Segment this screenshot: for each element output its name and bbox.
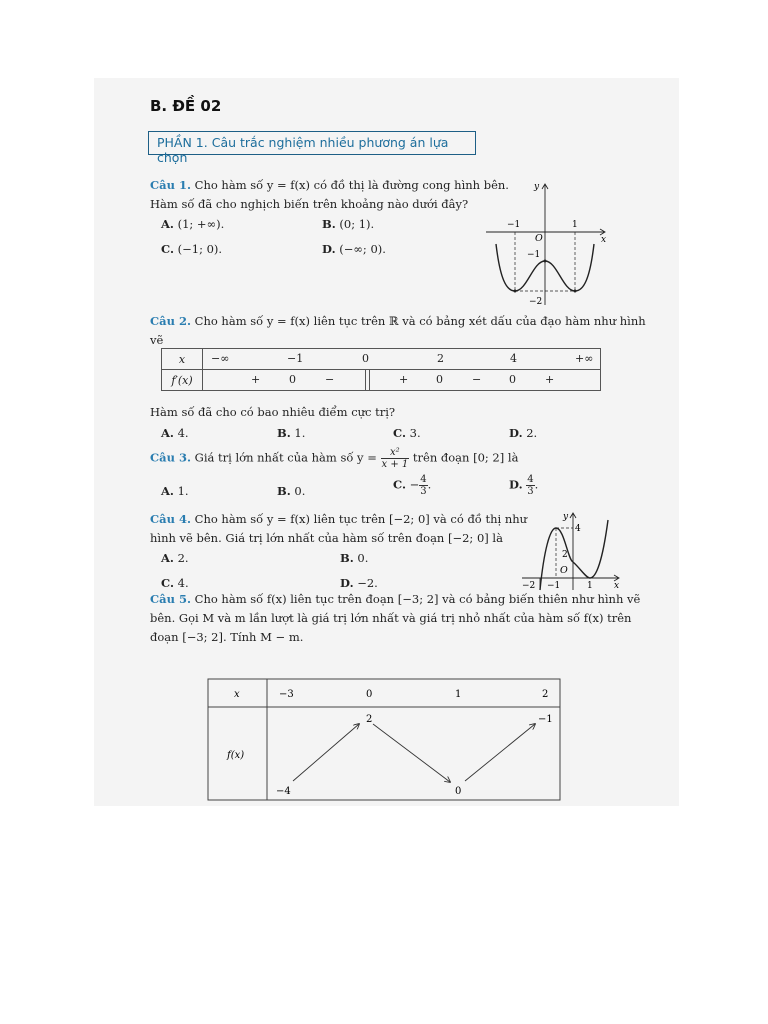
vt-x-head: x xyxy=(234,689,240,700)
q5-line1 xyxy=(150,592,640,606)
q1-label: Câu 1. xyxy=(150,178,191,192)
q4-curve xyxy=(540,520,608,590)
q4-x1-label: 1 xyxy=(587,581,593,591)
q1-line1 xyxy=(150,178,509,192)
q1-ym2-label: −2 xyxy=(529,297,543,307)
q4-option-b: B. 0. xyxy=(340,551,369,565)
vt-arrow-down xyxy=(373,724,450,782)
q1-option-c: C. (−1; 0). xyxy=(161,242,223,256)
q1-text-2: Hàm số đã cho nghịch biến trên khoảng nào dưới đây? xyxy=(150,197,469,211)
q3-text-after: trên đoạn [0; 2] là xyxy=(412,450,519,465)
vt-f-4: −1 xyxy=(538,714,553,725)
sign-table xyxy=(161,348,601,391)
vt-x-3: 1 xyxy=(455,689,462,700)
sign-table-x-head: x xyxy=(162,349,203,370)
q5-text-3: đoạn [−3; 2]. Tính M − m. xyxy=(150,630,304,644)
q4-y-label: y xyxy=(563,512,569,522)
sign-table-f-head: f′(x) xyxy=(162,370,203,391)
q4-x-label: x xyxy=(614,581,620,591)
q4-y4-label: 4 xyxy=(575,524,581,534)
q2-text-1: Cho hàm số y = f(x) liên tục trên ℝ và có bảng xét dấu của đạo hàm như hình xyxy=(194,314,646,328)
q3-text-before: Giá trị lớn nhất của hàm số y = xyxy=(194,450,377,465)
q4-text-2: hình vẽ bên. Giá trị lớn nhất của hàm số trên đoạn [−2; 0] là xyxy=(150,531,503,545)
vt-x-2: 0 xyxy=(366,689,373,700)
q1-ym1-label: −1 xyxy=(527,250,541,260)
q4-option-d: D. −2. xyxy=(340,576,378,590)
q4-xm2-label: −2 xyxy=(522,581,536,591)
vt-f-head: f(x) xyxy=(227,750,245,761)
q5-label: Câu 5. xyxy=(150,592,191,606)
q2-option-a: A. 4. xyxy=(161,426,189,440)
q3-option-a: A. 1. xyxy=(161,484,189,498)
vt-f-1: −4 xyxy=(276,786,291,797)
vt-f-3: 0 xyxy=(455,786,462,797)
part-title-box xyxy=(148,131,476,165)
q1-option-a: A. (1; +∞). xyxy=(161,217,225,231)
part-title: PHẦN 1. Câu trắc nghiệm nhiều phương án lựa chọn xyxy=(157,135,449,165)
q1-text-1: Cho hàm số y = f(x) có đồ thị là đường cong hình bên. xyxy=(194,178,509,192)
q3-line xyxy=(150,447,518,470)
q1-option-b: B. (0; 1). xyxy=(322,217,375,231)
q4-option-c: C. 4. xyxy=(161,576,189,590)
q1-graph xyxy=(484,178,614,308)
q1-xpos-label: 1 xyxy=(572,220,578,230)
q1-x-label: x xyxy=(601,235,607,245)
q3-option-c: C. − $\frac{4}{3}$ . xyxy=(393,474,432,497)
q2-line1 xyxy=(150,314,646,328)
q5-text-2: bên. Gọi M và m lần lượt là giá trị lớn nhất và giá trị nhỏ nhất của hàm số f(x) trên xyxy=(150,611,632,625)
q4-text-1: Cho hàm số y = f(x) liên tục trên [−2; 0] và có đồ thị như xyxy=(194,512,528,526)
q4-graph xyxy=(520,510,624,592)
q1-origin-label: O xyxy=(535,233,543,244)
vt-x-4: 2 xyxy=(542,689,549,700)
q3-fraction: $\frac{\text{x²}}{x + 1}$ xyxy=(381,447,409,470)
q3-option-b: B. 0. xyxy=(277,484,306,498)
q3-option-d: D. $\frac{4}{3}$ . xyxy=(509,474,539,497)
sign-table-f-row: + 0 − + 0 − 0 + xyxy=(203,370,601,391)
q4-origin-label: O xyxy=(560,565,568,576)
section-title: B. ĐỀ 02 xyxy=(150,97,222,115)
q2-option-d: D. 2. xyxy=(509,426,538,440)
q1-option-d: D. (−∞; 0). xyxy=(322,242,386,256)
vt-arrow-up-2 xyxy=(465,724,535,781)
q4-line1 xyxy=(150,512,527,526)
q2-question: Hàm số đã cho có bao nhiêu điểm cực trị? xyxy=(150,405,396,419)
q2-label: Câu 2. xyxy=(150,314,191,328)
vt-arrow-up-1 xyxy=(293,724,359,781)
q2-option-c: C. 3. xyxy=(393,426,421,440)
q4-option-a: A. 2. xyxy=(161,551,189,565)
q1-xneg-label: −1 xyxy=(507,220,521,230)
q4-y2-label: 2 xyxy=(562,550,568,560)
vt-x-1: −3 xyxy=(279,689,294,700)
q4-xm1-label: −1 xyxy=(547,581,561,591)
q2-text-2: vẽ xyxy=(150,333,164,347)
q2-option-b: B. 1. xyxy=(277,426,306,440)
q3-label: Câu 3. xyxy=(150,450,191,465)
sign-table-x-row: −∞ −1 0 2 4 +∞ xyxy=(203,349,601,370)
sign-table-discontinuity xyxy=(365,370,370,390)
q1-y-label: y xyxy=(534,182,540,192)
variation-table xyxy=(207,678,563,802)
q4-label: Câu 4. xyxy=(150,512,191,526)
q5-text-1: Cho hàm số f(x) liên tục trên đoạn [−3; 2] và có bảng biến thiên như hình vẽ xyxy=(194,592,641,606)
vt-f-2: 2 xyxy=(366,714,373,725)
